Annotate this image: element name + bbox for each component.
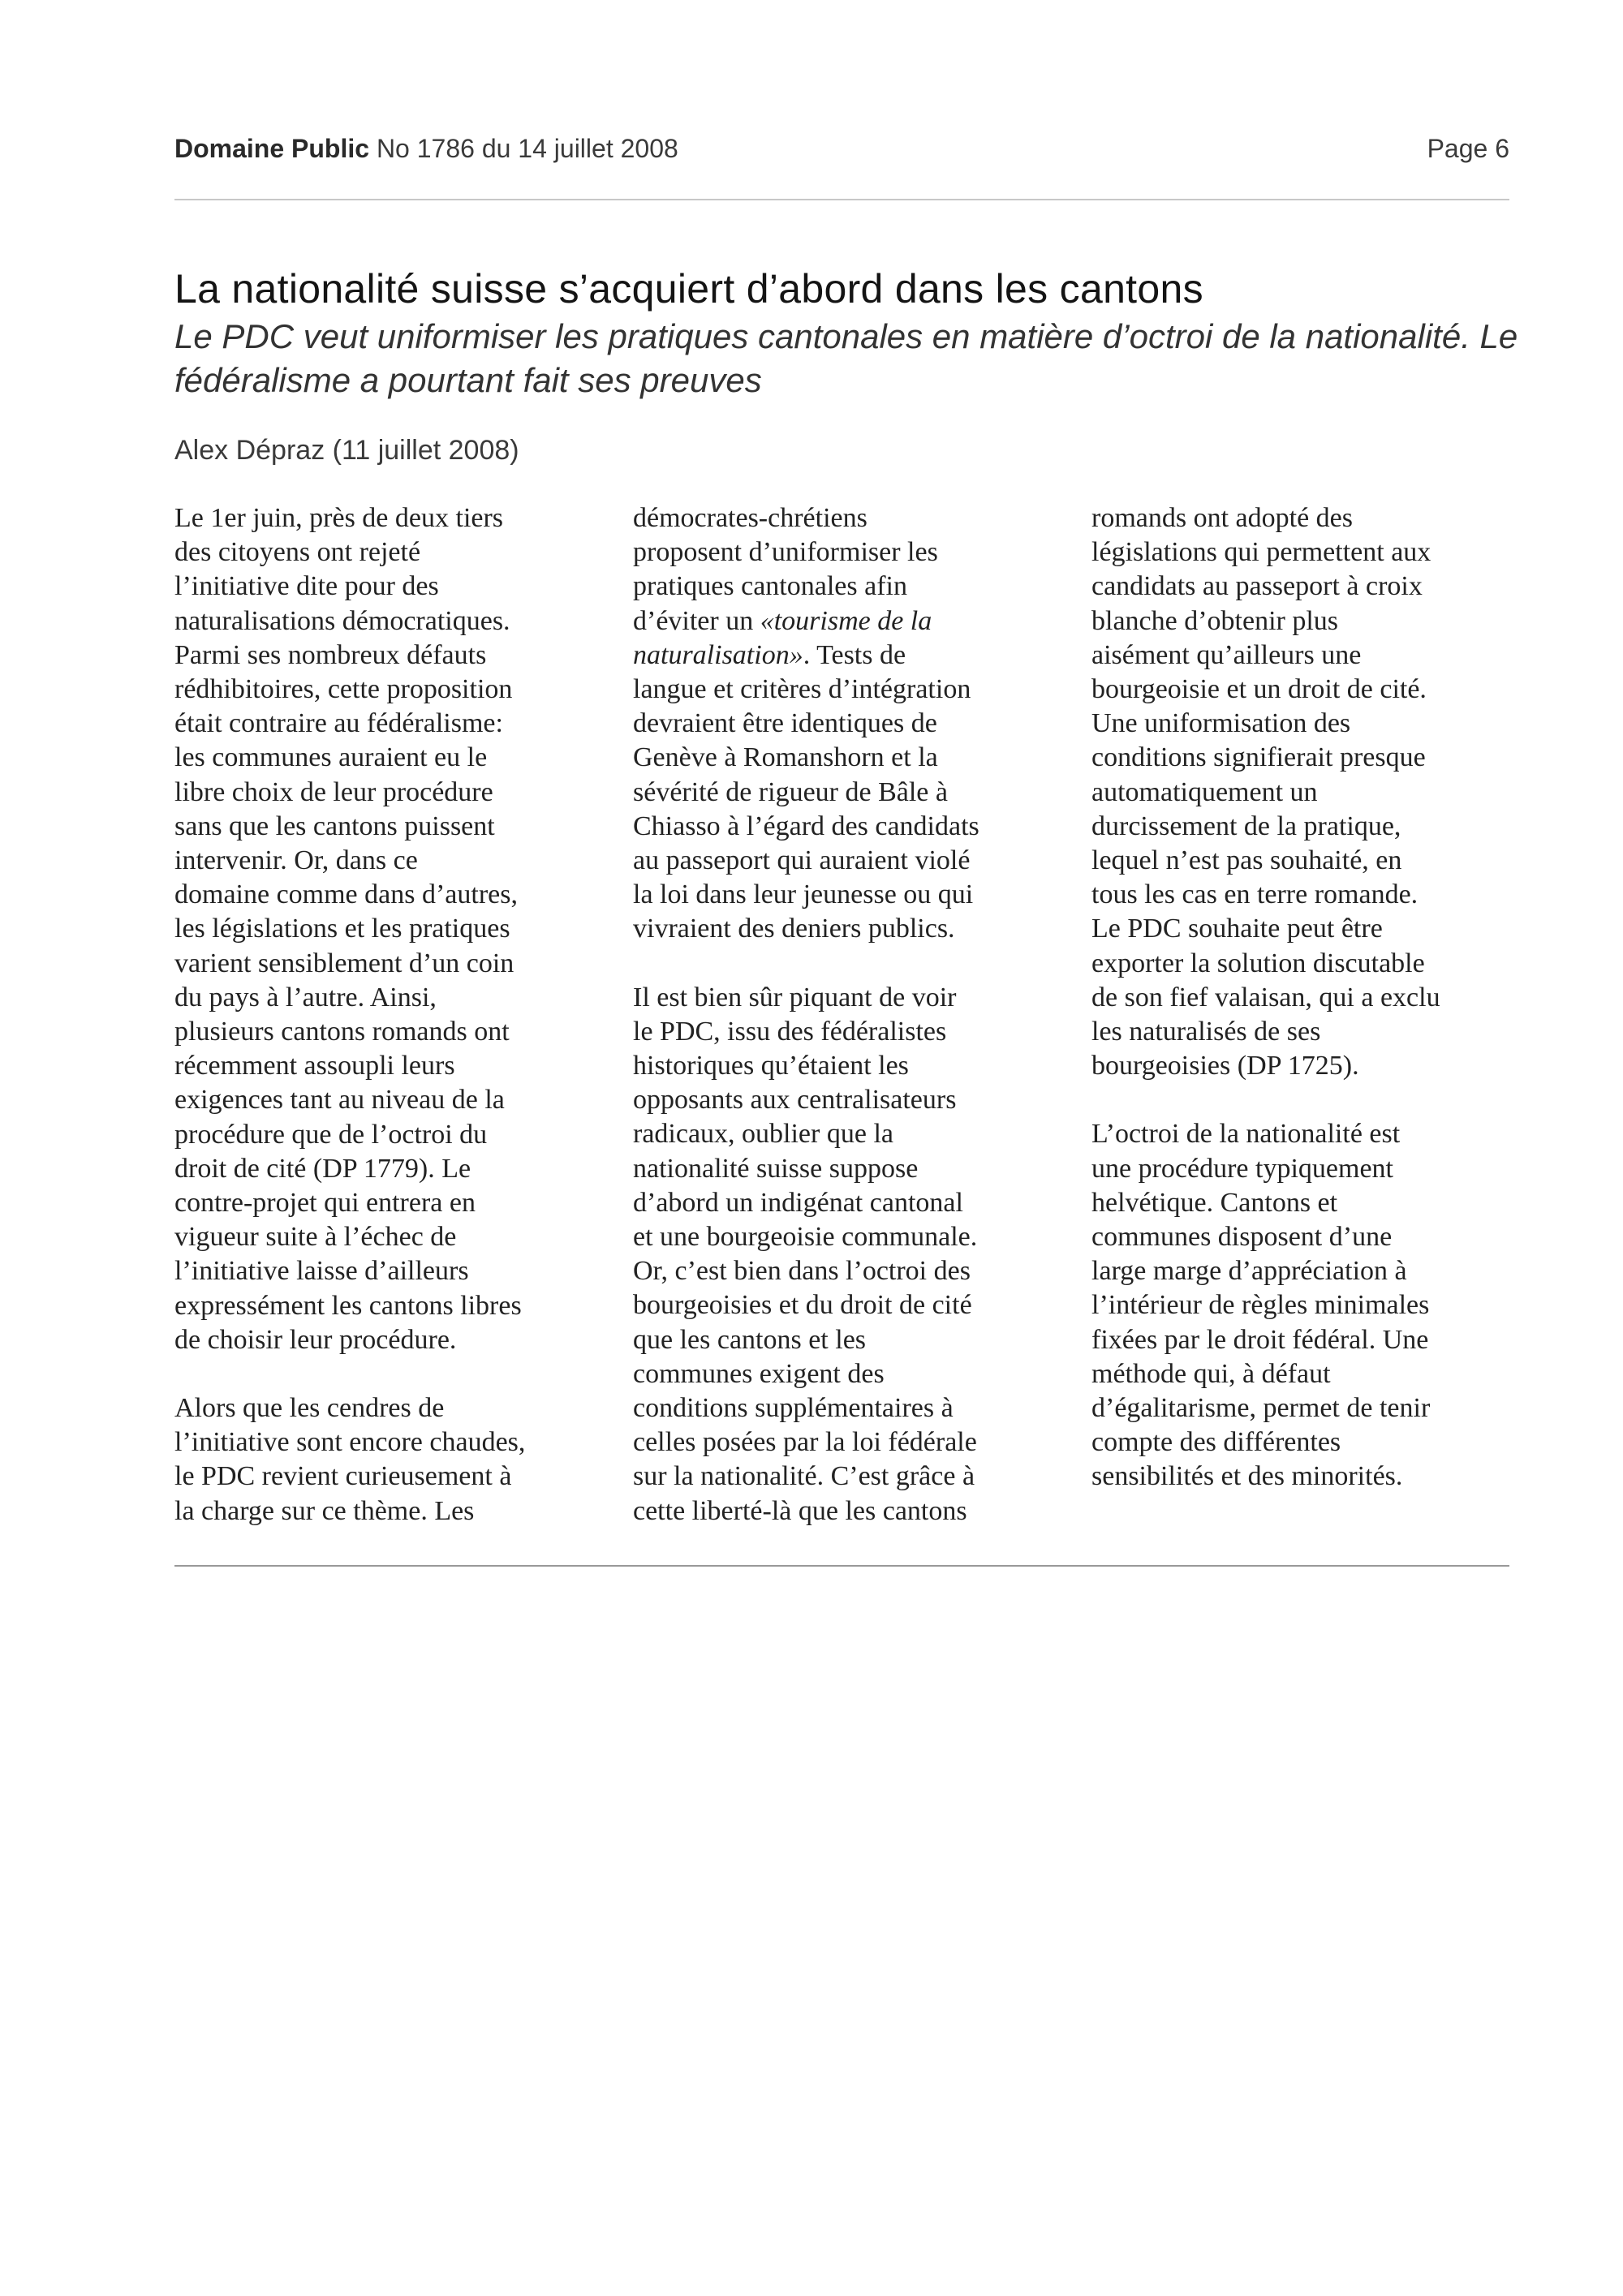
text-line: Le PDC souhaite peut être — [1091, 914, 1383, 944]
text-line: communes disposent d’une — [1091, 1222, 1393, 1253]
text-line: large marge d’appréciation à — [1091, 1256, 1407, 1287]
text-line: devraient être identiques de — [633, 708, 937, 739]
text-line: fixées par le droit fédéral. Une — [1091, 1324, 1429, 1355]
text-line: législations qui permettent aux — [1091, 537, 1431, 568]
text-line: le PDC, issu des fédéralistes — [633, 1016, 947, 1047]
text-line: domaine comme dans d’autres, — [174, 879, 518, 910]
text-line: procédure que de l’octroi du — [174, 1119, 488, 1150]
text-line: exporter la solution discutable — [1091, 948, 1425, 978]
text-line: bourgeoisies et du droit de cité — [633, 1290, 972, 1321]
text-line: la charge sur ce thème. Les — [174, 1495, 475, 1526]
text-line: cette liberté-là que les cantons — [633, 1495, 967, 1526]
text-line: Le 1er juin, près de deux tiers — [174, 503, 504, 533]
text-line: Chiasso à l’égard des candidats — [633, 810, 979, 841]
text-line: naturalisations démocratiques. — [174, 605, 510, 636]
page-header — [174, 134, 1509, 170]
publication-name: Domaine Public — [174, 134, 370, 163]
article-column-3 — [1091, 501, 1530, 1494]
text-line: libre choix de leur procédure — [174, 776, 493, 807]
text-line: démocrates-chrétiens — [633, 503, 867, 533]
text-line: proposent d’uniformiser les — [633, 537, 938, 568]
text-line: expressément les cantons libres — [174, 1290, 522, 1321]
text-line: une procédure typiquement — [1091, 1153, 1393, 1184]
text-line: bourgeoisies (DP 1725). — [1091, 1051, 1359, 1081]
text-line: d’éviter un «tourisme de la — [633, 605, 932, 636]
text-line: pratiques cantonales afin — [633, 571, 907, 602]
text-line: Une uniformisation des — [1091, 708, 1351, 739]
paragraph — [174, 501, 613, 1357]
article-column-1 — [174, 501, 613, 1529]
text-line: bourgeoisie et un droit de cité. — [1091, 674, 1427, 705]
text-line: sans que les cantons puissent — [174, 810, 495, 841]
text-line: sévérité de rigueur de Bâle à — [633, 776, 948, 807]
paragraph — [1091, 1117, 1530, 1494]
text-line: contre-projet qui entrera en — [174, 1188, 476, 1219]
text-line: les communes auraient eu le — [174, 742, 488, 773]
text-line: Genève à Romanshorn et la — [633, 742, 938, 773]
text-line: de son fief valaisan, qui a exclu — [1091, 982, 1440, 1013]
text-line: automatiquement un — [1091, 776, 1318, 807]
text-line: aisément qu’ailleurs une — [1091, 639, 1362, 670]
text-line: l’intérieur de règles minimales — [1091, 1290, 1430, 1321]
text-line: des citoyens ont rejeté — [174, 537, 421, 568]
text-line: plusieurs cantons romands ont — [174, 1017, 510, 1047]
text-line: langue et critères d’intégration — [633, 674, 971, 705]
paragraph — [633, 501, 1071, 947]
paragraph — [1091, 501, 1530, 1083]
text-line: L’octroi de la nationalité est — [1091, 1119, 1401, 1150]
article-byline: Alex Dépraz (11 juillet 2008) — [174, 435, 519, 466]
text-line: vigueur suite à l’échec de — [174, 1222, 457, 1253]
text-line: radicaux, oublier que la — [633, 1119, 893, 1150]
text-line: varient sensiblement d’un coin — [174, 948, 514, 978]
text-line: tous les cas en terre romande. — [1091, 879, 1419, 910]
text-line: sensibilités et des minorités. — [1091, 1461, 1403, 1492]
text-line: les naturalisés de ses — [1091, 1017, 1321, 1047]
text-line: intervenir. Or, dans ce — [174, 845, 418, 876]
paragraph — [174, 1391, 613, 1529]
text-line: vivraient des deniers publics. — [633, 914, 955, 944]
text-line: compte des différentes — [1091, 1427, 1341, 1458]
text-line: helvétique. Cantons et — [1091, 1187, 1338, 1218]
footer-divider — [174, 1565, 1509, 1567]
page-number: Page 6 — [1427, 134, 1509, 163]
text-line: l’initiative dite pour des — [174, 571, 439, 602]
text-line: historiques qu’étaient les — [633, 1051, 909, 1081]
issue-info: No 1786 du 14 juillet 2008 — [376, 134, 678, 163]
text-line: nationalité suisse suppose — [633, 1153, 919, 1184]
text-line: sur la nationalité. C’est grâce à — [633, 1461, 975, 1492]
text-line: conditions supplémentaires à — [633, 1393, 954, 1424]
text-line: candidats au passeport à croix — [1091, 571, 1423, 602]
text-line: rédhibitoires, cette proposition — [174, 674, 513, 705]
text-line: durcissement de la pratique, — [1091, 810, 1401, 841]
text-line: Parmi ses nombreux défauts — [174, 639, 487, 670]
text-line: le PDC revient curieusement à — [174, 1461, 512, 1492]
text-line: droit de cité (DP 1779). Le — [174, 1153, 471, 1184]
quoted-term: «tourisme de la — [760, 605, 932, 636]
text-line: la loi dans leur jeunesse ou qui — [633, 879, 974, 910]
text-line: exigences tant au niveau de la — [174, 1085, 505, 1116]
text-line: romands ont adopté des — [1091, 503, 1353, 533]
text-line: blanche d’obtenir plus — [1091, 605, 1339, 636]
text-line: que les cantons et les — [633, 1324, 867, 1355]
text-line: d’égalitarisme, permet de tenir — [1091, 1393, 1431, 1424]
text-line: de choisir leur procédure. — [174, 1324, 457, 1355]
text-line: au passeport qui auraient violé — [633, 845, 971, 876]
text-line: méthode qui, à défaut — [1091, 1358, 1331, 1389]
article-title: La nationalité suisse s’acquiert d’abord dans les cantons — [174, 266, 1203, 312]
paragraph — [633, 981, 1071, 1529]
quoted-term: naturalisation» — [633, 639, 803, 670]
text-line: celles posées par la loi fédérale — [633, 1427, 977, 1458]
text-line: Il est bien sûr piquant de voir — [633, 982, 957, 1013]
text-line: Alors que les cendres de — [174, 1393, 445, 1424]
text-line: lequel n’est pas souhaité, en — [1091, 845, 1402, 876]
text-line: communes exigent des — [633, 1358, 885, 1389]
text-line: récemment assoupli leurs — [174, 1051, 455, 1081]
article-subtitle: Le PDC veut uniformiser les pratiques cantonales en matière d’octroi de la nationalité. Le fédéralisme a pourtant fait ses preuves — [174, 317, 1518, 399]
text-line: Or, c’est bien dans l’octroi des — [633, 1256, 971, 1287]
text-line: l’initiative laisse d’ailleurs — [174, 1256, 469, 1287]
text-line: naturalisation». Tests de — [633, 639, 906, 670]
header-divider — [174, 199, 1509, 200]
text-line: conditions signifierait presque — [1091, 742, 1426, 773]
text-line: et une bourgeoisie communale. — [633, 1222, 978, 1253]
text-line: était contraire au fédéralisme: — [174, 708, 503, 739]
text-line: opposants aux centralisateurs — [633, 1085, 957, 1116]
text-line: les législations et les pratiques — [174, 914, 510, 944]
article-column-2 — [633, 501, 1071, 1529]
text-line: d’abord un indigénat cantonal — [633, 1187, 963, 1218]
text-line: du pays à l’autre. Ainsi, — [174, 982, 437, 1013]
text-line: l’initiative sont encore chaudes, — [174, 1427, 526, 1458]
